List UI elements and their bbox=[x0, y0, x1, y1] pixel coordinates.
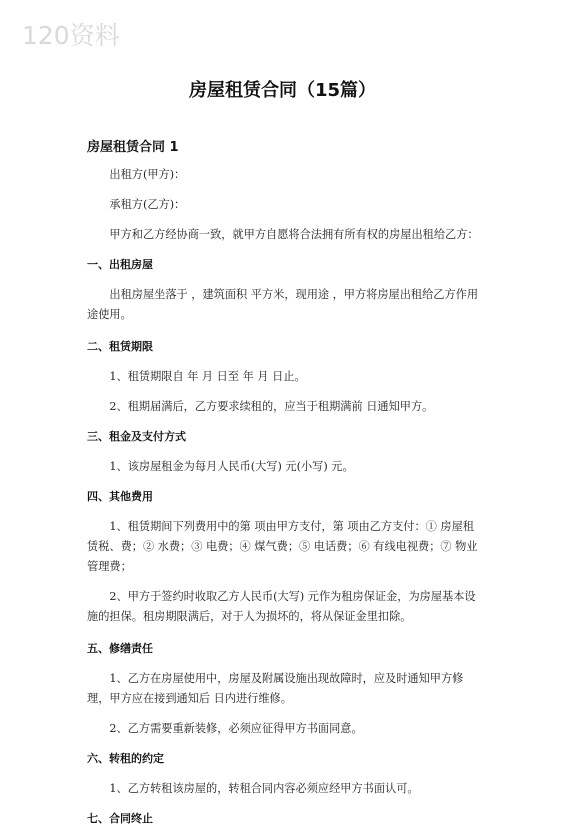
section-heading-repair-responsibility: 五、修缮责任 bbox=[87, 642, 153, 655]
section-6-paragraph-1: 1、乙方转租该房屋的，转租合同内容必须应经甲方书面认可。 bbox=[109, 782, 419, 795]
section-3-paragraph-1: 1、该房屋租金为每月人民币(大写) 元(小写) 元。 bbox=[109, 460, 354, 473]
section-5-paragraph-1: 1、乙方在房屋使用中，房屋及附属设施出现故障时，应及时通知甲方修理，甲方应在接到通知后 日内进行维修。 bbox=[87, 672, 464, 705]
section-heading-sublease: 六、转租的约定 bbox=[87, 752, 164, 765]
section-2-paragraph-1: 1、租赁期限自 年 月 日至 年 月 日止。 bbox=[109, 370, 306, 383]
lessor-line: 出租方(甲方)： bbox=[109, 168, 186, 181]
section-2-paragraph-2: 2、租期届满后，乙方要求续租的，应当于租期满前 日通知甲方。 bbox=[109, 400, 434, 413]
intro-paragraph: 甲方和乙方经协商一致，就甲方自愿将合法拥有所有权的房屋出租给乙方： bbox=[109, 228, 479, 241]
section-4-paragraph-1: 1、租赁期间下列费用中的第 项由甲方支付，第 项由乙方支付：① 房屋租赁税、费；② 水费；③ 电费；④ 煤气费；⑤ 电话费；⑥ 有线电视费；⑦ 物业管理费； bbox=[87, 520, 478, 573]
watermark-logo: 120资料 bbox=[22, 21, 120, 50]
section-heading-other-fees: 四、其他费用 bbox=[87, 490, 153, 503]
section-4-paragraph-2: 2、甲方于签约时收取乙方人民币(大写) 元作为租房保证金，为房屋基本设施的担保。租房期限满后，对于人为损坏的，将从保证金里扣除。 bbox=[87, 590, 476, 623]
section-1-paragraph-1: 出租房屋坐落于 ，建筑面积 平方米，现用途 ，甲方将房屋出租给乙方作用途使用。 bbox=[87, 288, 479, 321]
contract-subtitle: 房屋租赁合同 1 bbox=[87, 140, 179, 155]
section-heading-rent-payment: 三、租金及支付方式 bbox=[87, 430, 186, 443]
section-heading-termination: 七、合同终止 bbox=[87, 812, 153, 825]
section-heading-rented-house: 一、出租房屋 bbox=[87, 258, 153, 271]
contract-body bbox=[87, 165, 482, 839]
section-heading-lease-term: 二、租赁期限 bbox=[87, 340, 153, 353]
document-title: 房屋租赁合同（15篇） bbox=[188, 80, 377, 101]
section-5-paragraph-2: 2、乙方需要重新装修，必须应征得甲方书面同意。 bbox=[109, 722, 363, 735]
lessee-line: 承租方(乙方)： bbox=[109, 198, 186, 211]
